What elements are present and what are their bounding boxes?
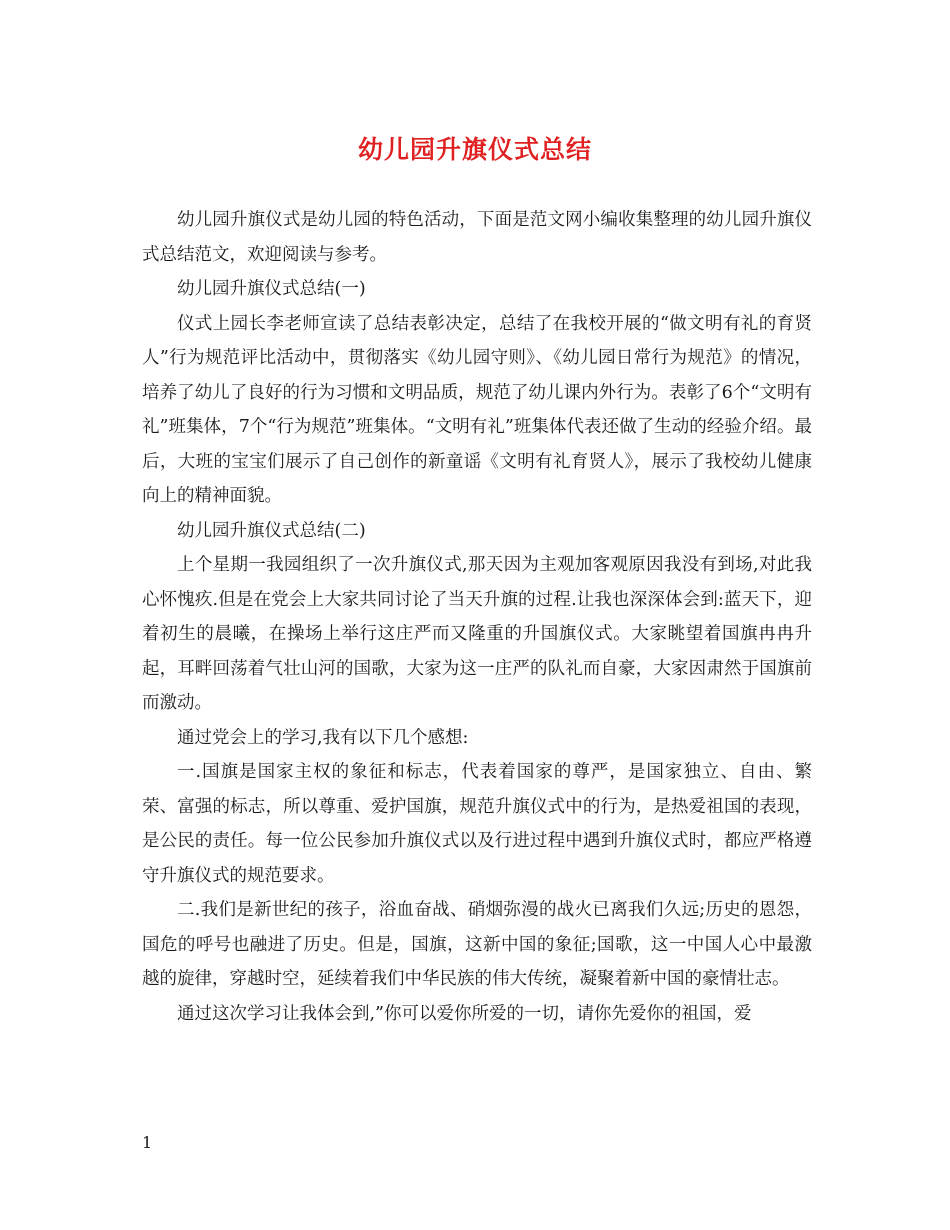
paragraph-intro: 幼儿园升旗仪式是幼儿园的特色活动，下面是范文网小编收集整理的幼儿园升旗仪式总结范文，欢迎阅读与参考。 — [142, 210, 812, 265]
paragraph-ceremony: 仪式上园长李老师宣读了总结表彰决定，总结了在我校开展的“做文明有礼的育贤人”行为规范评比活动中，贯彻落实《幼儿园守则》、《幼儿园日常行为规范》的情况，培养了幼儿了良好的行为习惯和文明品质，规范了幼儿课内外行为。表彰了6个“文明有礼”班集体，7个“行为规范”班集体。“文明有礼”班集体代表还做了生动的经验介绍。最后，大班的宝宝们展示了自己创作的新童谣《文明有礼育贤人》，展示了我校幼儿健康向上的精神面貌。 — [142, 313, 812, 506]
paragraph-conclusion: 通过这次学习让我体会到,”你可以爱你所爱的一切，请你先爱你的祖国，爱 — [177, 1003, 752, 1024]
paragraph-last-monday: 上个星期一我园组织了一次升旗仪式,那天因为主观加客观原因我没有到场,对此我心怀愧疚.但是在党会上大家共同讨论了当天升旗的过程.让我也深深体会到:蓝天下，迎着初生的晨曦，在操场上举行这庄严而又隆重的升国旗仪式。大家眺望着国旗冉冉升起，耳畔回荡着气壮山河的国歌，大家为这一庄严的队礼而自豪，大家因肃然于国旗前而激动。 — [142, 555, 812, 713]
paragraph-point-two: 二.我们是新世纪的孩子，浴血奋战、硝烟弥漫的战火已离我们久远;历史的恩怨，国危的呼号也融进了历史。但是，国旗，这新中国的象征;国歌，这一中国人心中最激越的旋律，穿越时空，延续着我们中华民族的伟大传统，凝聚着新中国的豪情壮志。 — [142, 900, 812, 989]
page-number: 1 — [142, 1133, 153, 1152]
document-body — [142, 203, 812, 1031]
section-heading-2: 幼儿园升旗仪式总结(二) — [177, 520, 366, 541]
paragraph-reflections-intro: 通过党会上的学习,我有以下几个感想: — [177, 727, 469, 748]
paragraph-point-one: 一.国旗是国家主权的象征和标志，代表着国家的尊严，是国家独立、自由、繁荣、富强的标志，所以尊重、爱护国旗，规范升旗仪式中的行为，是热爱祖国的表现，是公民的责任。每一位公民参加升旗仪式以及行进过程中遇到升旗仪式时，都应严格遵守升旗仪式的规范要求。 — [142, 762, 812, 886]
document-title: 幼儿园升旗仪式总结 — [357, 135, 592, 164]
section-heading-1: 幼儿园升旗仪式总结(一) — [177, 279, 366, 299]
